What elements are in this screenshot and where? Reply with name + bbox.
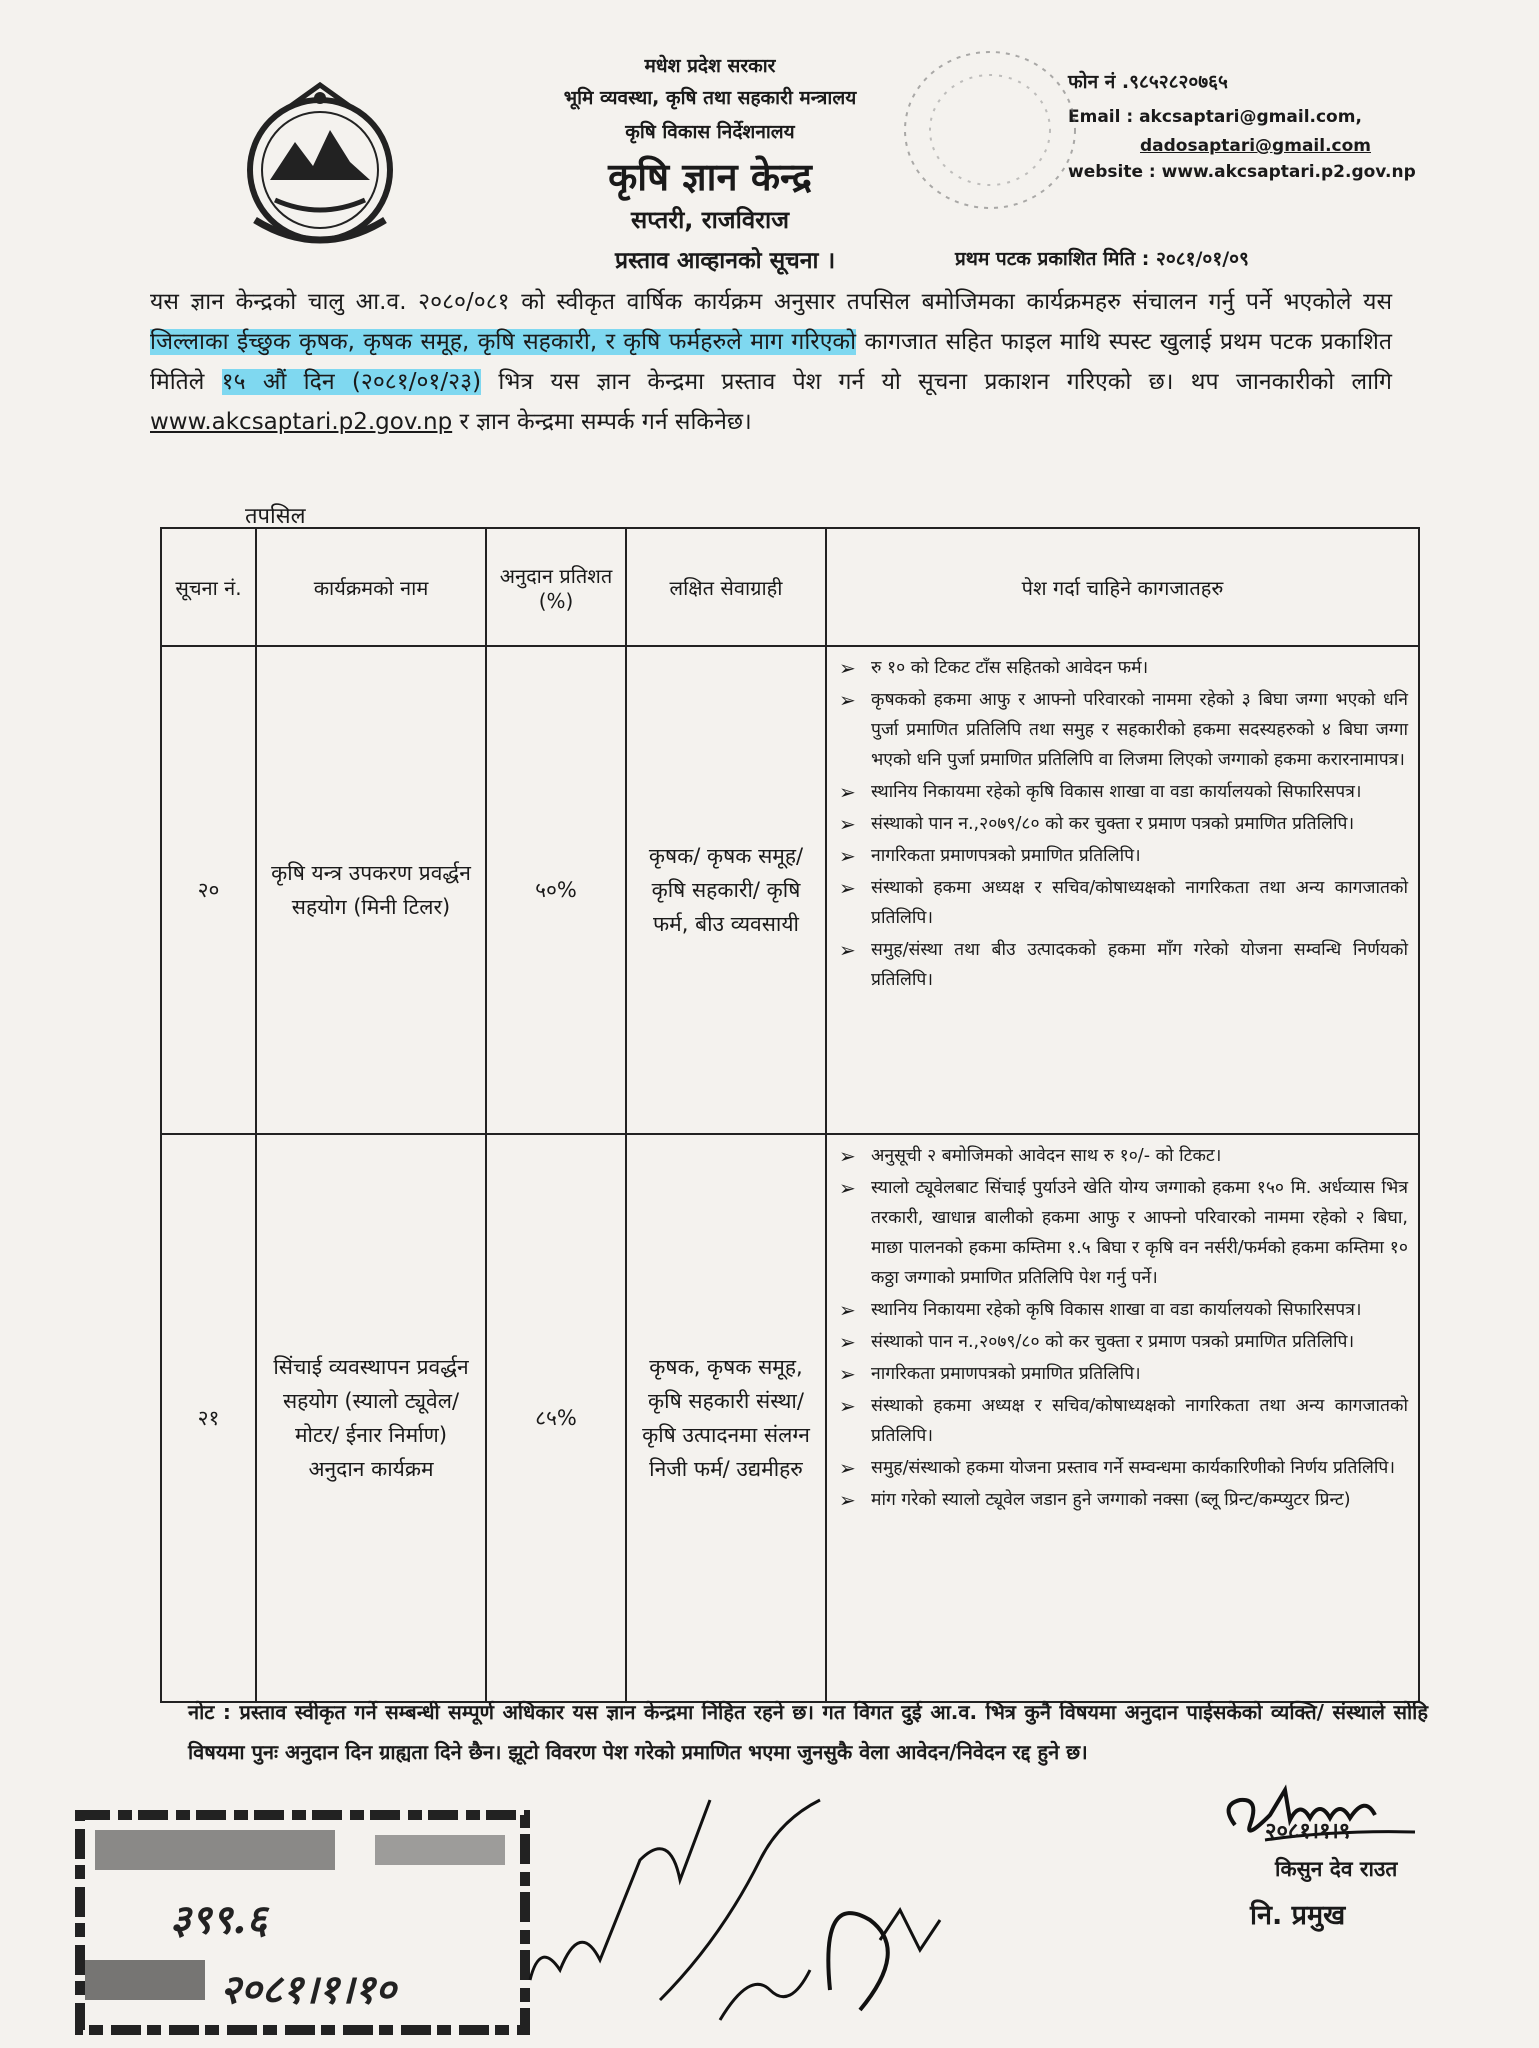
notice-title: प्रस्ताव आव्हानको सूचना ।: [615, 248, 836, 274]
arrow-bullet-icon: ➢: [839, 688, 856, 712]
received-stamp-icon: [895, 40, 1085, 220]
list-item: ➢ संस्थाको हकमा अध्यक्ष र सचिव/कोषाध्यक्षको नागरिकता तथा अन्य कागजातको प्रतिलिपि।: [835, 873, 1408, 933]
list-item: ➢ स्थानिय निकायमा रहेको कृषि विकास शाखा वा वडा कार्यालयको सिफारिसपत्र।: [835, 777, 1408, 807]
intro-text: यस ज्ञान केन्द्रको चालु आ.व. २०८०/०८१ को स्वीकृत वार्षिक कार्यक्रम अनुसार तपसिल बमोजिमका कार्यक्रमहरु संचालन गर्नु पर्ने भएकोले यस: [150, 289, 1392, 315]
signatory-title: नि. प्रमुख: [1250, 1900, 1346, 1931]
row-target: कृषक, कृषक समूह, कृषि सहकारी संस्था/ कृषि उत्पादनमा संलग्न निजी फर्म/ उद्यमीहरु: [626, 1134, 826, 1702]
header-subsidy-percent: अनुदान प्रतिशत (%): [486, 528, 626, 646]
arrow-bullet-icon: ➢: [839, 1144, 856, 1168]
row-notice-no: २०: [161, 646, 256, 1134]
list-item: ➢ समुह/संस्थाको हकमा योजना प्रस्ताव गर्ने सम्वन्धमा कार्यकारिणीको निर्णय प्रतिलिपि।: [835, 1453, 1408, 1483]
list-item: ➢ संस्थाको पान न.,२०७९/८० को कर चुक्ता र प्रमाण पत्रको प्रमाणित प्रतिलिपि।: [835, 809, 1408, 839]
list-item: ➢ रु १० को टिकट टाँस सहितको आवेदन फर्म।: [835, 653, 1408, 683]
intro-text: भित्र यस ज्ञान केन्द्रमा प्रस्ताव पेश गर्न यो सूचना प्रकाशन गरिएको छ। थप जानकारीको लागि: [481, 369, 1393, 395]
note-paragraph: नोट : प्रस्ताव स्वीकृत गर्ने सम्बन्धी सम्पूर्ण अधिकार यस ज्ञान केन्द्रमा निहित रहने छ। गत विगत दुई आ.व. भित्र कुनै विषयमा अनुदान पाईसकेको व्यक्ति/ संस्थाले सोहि विषयमा पुनः अनुदान दिन ग्राह्यता दिने छैन। झूटो विवरण पेश गरेको प्रमाणित भएमा जुनसुकै वेला आवेदन/निवेदन रद्द हुने छ।: [188, 1700, 1428, 1764]
intro-text: र ज्ञान केन्द्रमा सम्पर्क गर्न सकिनेछ।: [452, 409, 752, 435]
government-name: मधेश प्रदेश सरकार: [644, 55, 776, 77]
list-item: ➢ मांग गरेको स्यालो ट्यूवेल जडान हुने जग्गाको नक्सा (ब्लू प्रिन्ट/कम्प्युटर प्रिन्ट): [835, 1485, 1408, 1515]
list-item: ➢ नागरिकता प्रमाणपत्रको प्रमाणित प्रतिलिपि।: [835, 841, 1408, 871]
register-number: ३९९.६: [170, 1896, 268, 1943]
arrow-bullet-icon: ➢: [839, 1176, 856, 1200]
row-documents: [826, 646, 1419, 1134]
table-header-row: [161, 528, 1419, 646]
office-name: कृषि ज्ञान केन्द्र: [608, 154, 812, 199]
list-item: ➢ संस्थाको हकमा अध्यक्ष र सचिव/कोषाध्यक्षको नागरिकता तथा अन्य कागजातको प्रतिलिपि।: [835, 1391, 1408, 1451]
row-subsidy-percent: ५०%: [486, 646, 626, 1134]
arrow-bullet-icon: ➢: [839, 876, 856, 900]
nepal-emblem-icon: [225, 70, 415, 260]
documents-list: [835, 1141, 1408, 1515]
ministry-name: भूमि व्यवस्था, कृषि तथा सहकारी मन्त्रालय: [563, 87, 857, 109]
arrow-bullet-icon: ➢: [839, 1488, 856, 1512]
table-row: [161, 646, 1419, 1134]
intro-highlight-eligibility: जिल्लाका ईच्छुक कृषक, कृषक समूह, कृषि सहकारी, र कृषि फर्महरुले माग गरिएको: [150, 329, 857, 355]
list-item: ➢ अनुसूची २ बमोजिमको आवेदन साथ रु १०/- को टिकट।: [835, 1141, 1408, 1171]
table-row: [161, 1134, 1419, 1702]
arrow-bullet-icon: ➢: [839, 938, 856, 962]
list-item: ➢ समुह/संस्था तथा बीउ उत्पादकको हकमा माँग गरेको योजना सम्वन्धि निर्णयको प्रतिलिपि।: [835, 935, 1408, 995]
row-subsidy-percent: ८५%: [486, 1134, 626, 1702]
phone-number: फोन नं .९८५२८२०७६५: [1068, 71, 1228, 93]
handwritten-receipt-icon: [520, 1740, 960, 2040]
arrow-bullet-icon: ➢: [839, 1298, 856, 1322]
list-item: ➢ संस्थाको पान न.,२०७९/८० को कर चुक्ता र प्रमाण पत्रको प्रमाणित प्रतिलिपि।: [835, 1327, 1408, 1357]
row-target: कृषक/ कृषक समूह/ कृषि सहकारी/ कृषि फर्म, बीउ व्यवसायी: [626, 646, 826, 1134]
list-item: ➢ स्यालो ट्यूवेलबाट सिंचाई पुर्याउने खेति योग्य जग्गाको हकमा १५० मि. अर्धव्यास भित्र तरकारी, खाधान्न बालीको हकमा आफु र आफ्नो परिवारको नाममा रहेको २ बिघा, माछा पालनको हकमा कम्तिमा १.५ बिघा र कृषि वन नर्सरी/फर्मको हकमा कम्तिमा १० कठ्ठा जग्गाको प्रमाणित प्रतिलिपि पेश गर्नु पर्ने।: [835, 1173, 1408, 1293]
header-program-name: कार्यक्रमको नाम: [256, 528, 486, 646]
arrow-bullet-icon: ➢: [839, 844, 856, 868]
email-secondary[interactable]: dadosaptari@gmail.com: [1140, 136, 1371, 156]
directorate-name: कृषि विकास निर्देशनालय: [625, 121, 795, 143]
published-date: प्रथम पटक प्रकाशित मिति : २०८१/०१/०९: [955, 248, 1249, 270]
signature-date: २०८१।१।९: [1265, 1819, 1351, 1844]
row-program-name: कृषि यन्त्र उपकरण प्रवर्द्धन सहयोग (मिनी टिलर): [256, 646, 486, 1134]
signatory-name: किसुन देव राउत: [1275, 1857, 1398, 1881]
website-link[interactable]: website : www.akcsaptari.p2.gov.np: [1068, 162, 1416, 182]
details-label: तपसिल: [245, 504, 306, 529]
list-item: ➢ कृषकको हकमा आफु र आफ्नो परिवारको नाममा रहेको ३ बिघा जग्गा भएको धनि पुर्जा प्रमाणित प्रतिलिपि तथा समुह र सहकारीको हकमा सदस्यहरुको ४ बिघा जग्गा भएको धनि पुर्जा प्रमाणित प्रतिलिपि वा लिजमा लिएको जग्गाको हकमा करारनामापत्र।: [835, 685, 1408, 775]
intro-highlight-deadline: १५ औं दिन (२०८१/०१/२३): [221, 369, 482, 395]
arrow-bullet-icon: ➢: [839, 1394, 856, 1418]
arrow-bullet-icon: ➢: [839, 780, 856, 804]
email-primary: Email : akcsaptari@gmail.com,: [1068, 107, 1362, 127]
arrow-bullet-icon: ➢: [839, 1330, 856, 1354]
intro-text: कागजात सहित फाइल माथि स्पस्ट खुलाई प्रथम पटक प्रकाशित मितिले: [150, 329, 1392, 395]
arrow-bullet-icon: ➢: [839, 1456, 856, 1480]
header-target-beneficiaries: लक्षित सेवाग्राही: [626, 528, 826, 646]
documents-list: [835, 653, 1408, 995]
program-table: [160, 527, 1420, 1703]
list-item: ➢ नागरिकता प्रमाणपत्रको प्रमाणित प्रतिलिपि।: [835, 1359, 1408, 1389]
arrow-bullet-icon: ➢: [839, 1362, 856, 1386]
register-date: २०८१।१।१०: [220, 1966, 396, 2013]
intro-website-link[interactable]: www.akcsaptari.p2.gov.np: [150, 409, 453, 435]
arrow-bullet-icon: ➢: [839, 656, 856, 680]
intro-paragraph: [150, 282, 1392, 442]
row-notice-no: २१: [161, 1134, 256, 1702]
header-required-documents: पेश गर्दा चाहिने कागजातहरु: [826, 528, 1419, 646]
arrow-bullet-icon: ➢: [839, 812, 856, 836]
list-item: ➢ स्थानिय निकायमा रहेको कृषि विकास शाखा वा वडा कार्यालयको सिफारिसपत्र।: [835, 1295, 1408, 1325]
row-program-name: सिंचाई व्यवस्थापन प्रवर्द्धन सहयोग (स्यालो ट्यूवेल/ मोटर/ ईनार निर्माण) अनुदान कार्यक्रम: [256, 1134, 486, 1702]
office-location: सप्तरी, राजविराज: [630, 206, 790, 234]
header-notice-no: सूचना नं.: [161, 528, 256, 646]
row-documents: [826, 1134, 1419, 1702]
